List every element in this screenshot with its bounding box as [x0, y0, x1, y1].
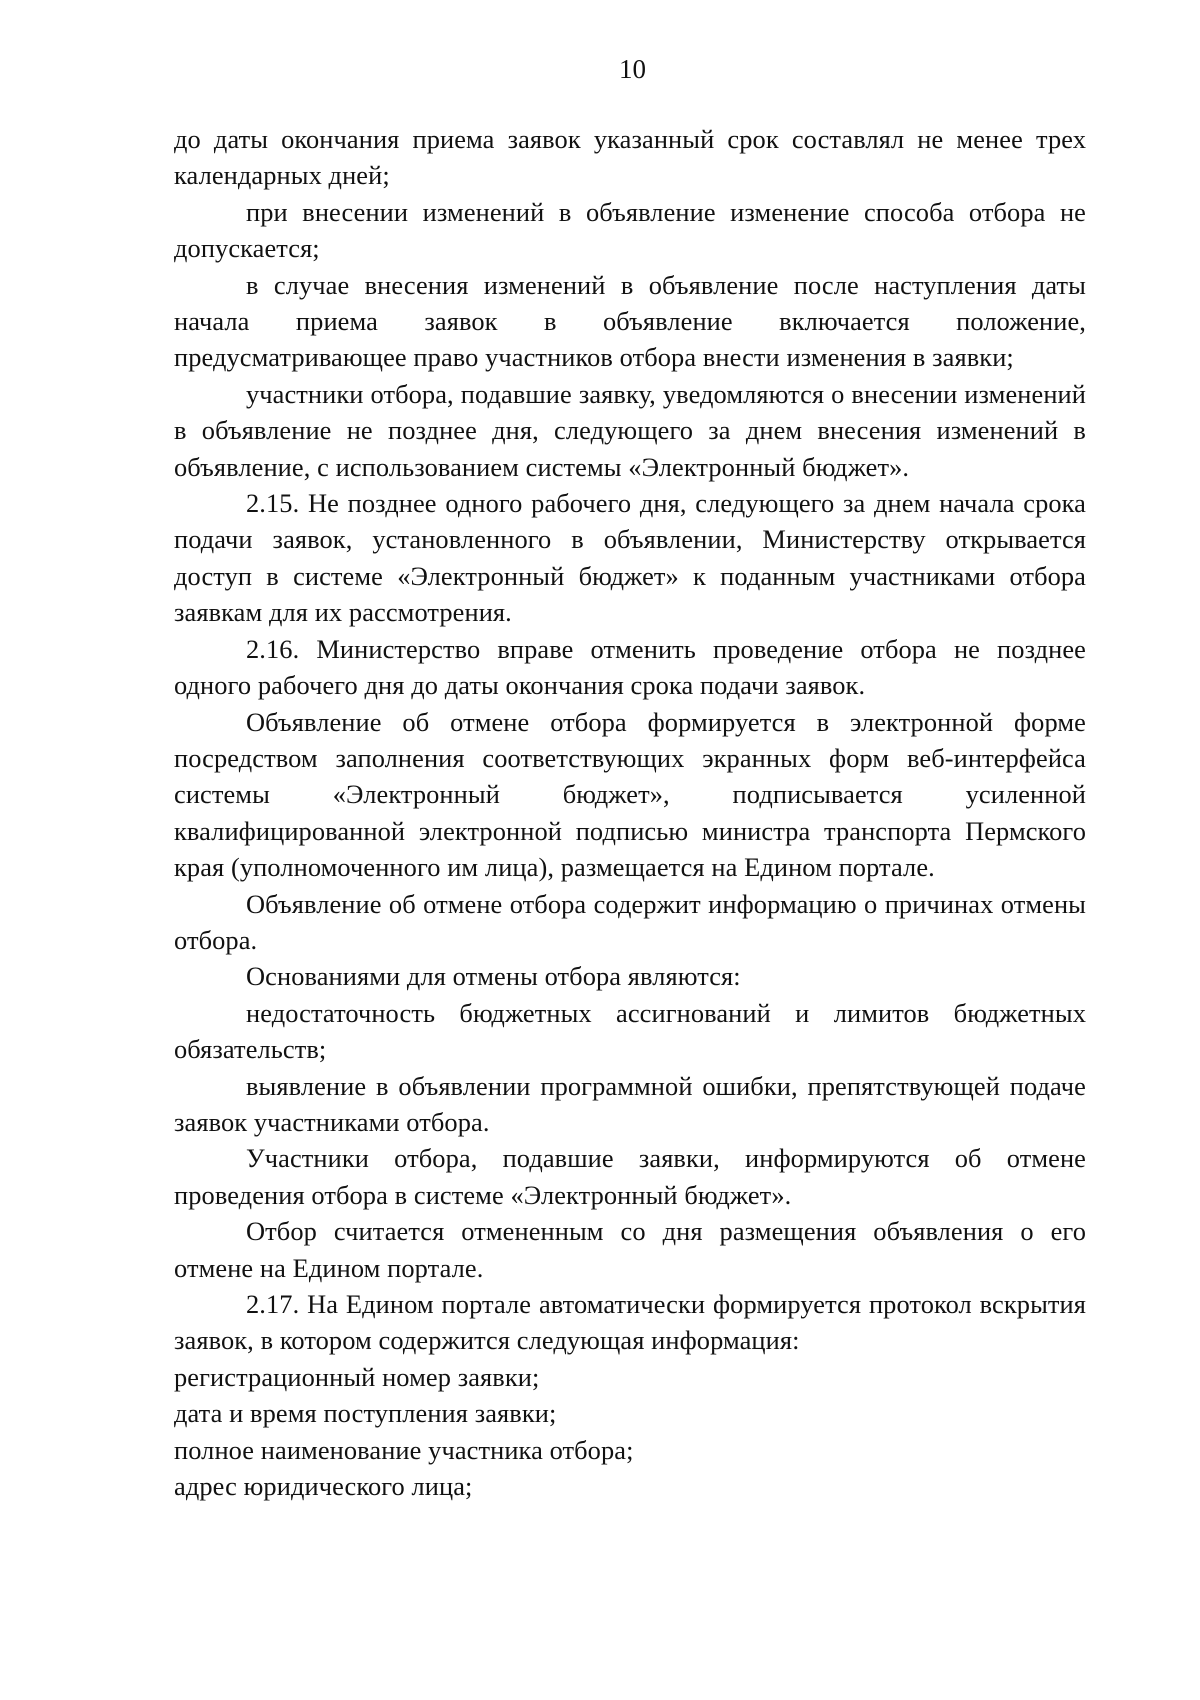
paragraph-continuation: до даты окончания приема заявок указанный срок составлял не менее трех календарных дней;: [174, 124, 1086, 191]
paragraph-cancel-effective: Отбор считается отмененным со дня размещения объявления о его отмене на Едином портале.: [174, 1216, 1086, 1283]
paragraph-2-16: 2.16. Министерство вправе отменить проведение отбора не позднее одного рабочего дня до даты окончания срока подачи заявок.: [174, 633, 1086, 701]
paragraph-cancel-grounds: Основаниями для отмены отбора являются:: [246, 961, 741, 992]
paragraph-cancel-announcement-content: Объявление об отмене отбора содержит информацию о причинах отмены отбора.: [174, 888, 1086, 955]
paragraph-cancel-announcement-form: Объявление об отмене отбора формируется в электронной форме посредством заполнения соответствующих экранных форм веб-интерфейса системы «Электронный бюджет», подписывается усиленной квалифицированной электронной подписью министра транспорта Пермского края (уполномоченного им лица), размещается на Едином портале.: [174, 706, 1086, 883]
paragraph-ground-insufficient-budget: недостаточность бюджетных ассигнований и лимитов бюджетных обязательств;: [174, 997, 1086, 1065]
paragraph-change-after-start: в случае внесения изменений в объявление после наступления даты начала приема заявок в объявление включается положение, предусматривающее право участников отбора внести изменения в заявки;: [174, 269, 1086, 373]
paragraph-change-method: при внесении изменений в объявление изменение способа отбора не допускается;: [174, 196, 1086, 264]
paragraph-participants-informed: Участники отбора, подавшие заявки, информируются об отмене проведения отбора в системе «Электронный бюджет».: [174, 1143, 1086, 1210]
paragraph-2-15: 2.15. Не позднее одного рабочего дня, следующего за днем начала срока подачи заявок, установленного в объявлении, Министерству открывается доступ в системе «Электронный бюджет» к поданным участниками отбора заявкам для их рассмотрения.: [174, 488, 1086, 628]
document-body: [174, 121, 1086, 1504]
page-number: 10: [619, 54, 646, 84]
list-item: адрес юридического лица;: [174, 1471, 473, 1502]
list-item: дата и время поступления заявки;: [174, 1398, 557, 1429]
list-item: регистрационный номер заявки;: [174, 1361, 540, 1392]
list-item: полное наименование участника отбора;: [174, 1434, 634, 1465]
paragraph-ground-program-error: выявление в объявлении программной ошибки, препятствующей подаче заявок участниками отбора.: [174, 1070, 1086, 1137]
paragraph-2-17: 2.17. На Едином портале автоматически формируется протокол вскрытия заявок, в котором содержится следующая информация:: [174, 1289, 1086, 1356]
paragraph-participants-notified: участники отбора, подавшие заявку, уведомляются о внесении изменений в объявление не позднее дня, следующего за днем внесения изменений в объявление, с использованием системы «Электронный бюджет».: [174, 378, 1086, 482]
